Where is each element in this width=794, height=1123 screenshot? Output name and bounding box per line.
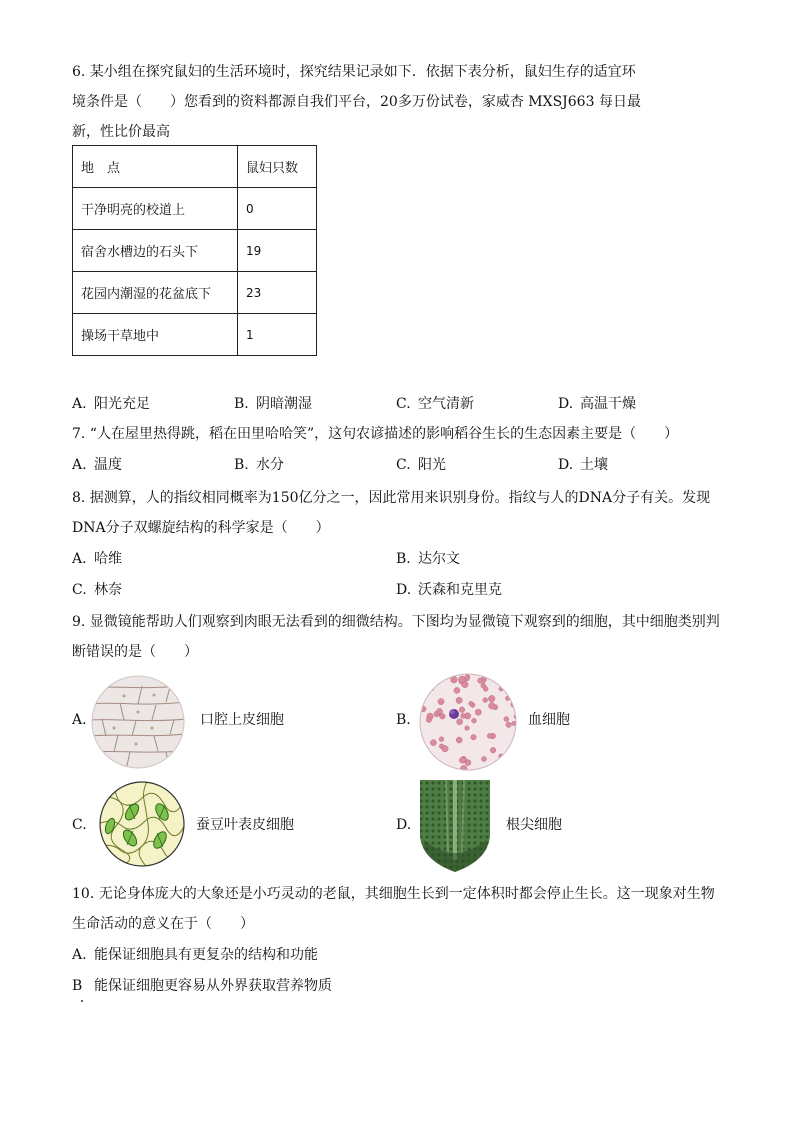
red-blood-cell [461,765,468,772]
red-blood-cell [456,697,462,703]
red-blood-cell [459,757,465,763]
table-cell-count: 23 [238,272,317,314]
red-blood-cell [437,708,443,714]
option-label: A. [72,396,87,412]
option-label: A. [72,457,87,473]
woodlouse-table [72,145,317,356]
red-blood-cell [456,737,462,743]
red-blood-cell [430,740,436,746]
q9-option-c-label[interactable]: C. [72,817,87,833]
option-text: 温度 [94,457,122,473]
table-row [73,314,317,356]
red-blood-cell [469,701,473,705]
option-label: D. [558,457,574,473]
table-header-row [73,146,317,188]
q10-stem-line1: 10. 无论身体庞大的大象还是小巧灵动的老鼠，其细胞生长到一定体积时都会停止生长。这一现象对生物 [72,886,715,902]
red-blood-cell [475,709,481,715]
q8-option-a[interactable] [72,549,122,569]
red-blood-cell [483,687,488,692]
red-blood-cell [506,722,511,727]
q8-option-c[interactable] [72,580,122,600]
red-blood-cell [504,717,509,722]
q10-option-b[interactable] [72,976,332,996]
red-blood-cell [457,719,463,725]
option-text: 土壤 [580,457,608,473]
red-blood-cell [439,737,444,742]
option-label: A. [72,947,87,963]
q6-stem-line3: 新，性比价最高 [72,124,170,140]
q9-option-d-caption: 根尖细胞 [506,817,562,833]
q9-option-c-caption: 蚕豆叶表皮细胞 [196,817,294,833]
option-text: 水分 [256,457,284,473]
q9-stem-line2: 断错误的是（ ） [72,644,198,660]
q9-option-b-caption: 血细胞 [528,712,570,728]
q7-option-c[interactable] [396,455,446,475]
option-text: 高温干燥 [580,396,636,412]
q9-stem-line1: 9. 显微镜能帮助人们观察到肉眼无法看到的细微结构。下图均为显微镜下观察到的细胞，其中细胞类别判 [72,614,720,630]
option-text: 阳光 [418,457,446,473]
root-tip-micrograph [418,780,492,872]
red-blood-cell [459,707,465,713]
red-blood-cell [465,726,470,731]
option-label: D. [396,582,412,598]
red-blood-cell [454,687,460,693]
table-row [73,272,317,314]
q6-option-b[interactable] [234,394,312,414]
red-blood-cell [483,698,488,703]
blood-cell-micrograph [418,672,518,772]
option-label: C. [396,457,411,473]
red-blood-cell [423,757,429,763]
q8-stem-line2: DNA分子双螺旋结构的科学家是（ ） [72,520,330,536]
red-blood-cell [512,762,518,768]
q9-option-d-label[interactable]: D. [396,817,412,833]
table-row [73,230,317,272]
table-cell-count: 0 [238,188,317,230]
red-blood-cell [420,763,427,770]
option-label: B. [396,551,411,567]
q8-option-d[interactable] [396,580,502,600]
q10-option-a[interactable] [72,945,318,965]
red-blood-cell [515,736,518,741]
q7-option-a[interactable] [72,455,122,475]
red-blood-cell [487,733,492,738]
option-text: 阳光充足 [94,396,150,412]
q7-option-d[interactable] [558,455,608,475]
red-blood-cell [465,760,471,766]
header-count: 鼠妇只数 [238,146,317,188]
option-text: 林奈 [94,582,122,598]
red-blood-cell [489,703,496,710]
red-blood-cell [438,699,444,705]
option-text: 空气清新 [418,396,474,412]
table-cell-location: 宿舍水槽边的石头下 [73,230,238,272]
table-cell-location: 干净明亮的校道上 [73,188,238,230]
table-cell-location: 操场干草地中 [73,314,238,356]
option-text: 能保证细胞更容易从外界获取营养物质 [94,978,332,994]
option-label: B. [234,457,249,473]
q6-option-d[interactable] [558,394,636,414]
q9-option-b-label[interactable]: B. [396,712,411,728]
red-blood-cell [442,746,448,752]
q10-stem-line2: 生命活动的意义在于（ ） [72,916,254,932]
option-text: 达尔文 [418,551,460,567]
red-blood-cell [488,695,495,702]
q8-stem-line1: 8. 据测算，人的指纹相同概率为150亿分之一，因此常用来识别身份。指纹与人的DNA分子有关。发现 [72,490,711,506]
option-text: 阴暗潮湿 [256,396,312,412]
red-blood-cell [471,735,476,740]
red-blood-cell [424,762,429,767]
option-label: B. [234,396,249,412]
table-cell-count: 19 [238,230,317,272]
q7-option-b[interactable] [234,455,284,475]
q9-option-a-label[interactable]: A. [72,712,87,728]
q6-stem-line1: 6. 某小组在探究鼠妇的生活环境时，探究结果记录如下．依据下表分析，鼠妇生存的适宜环 [72,64,636,80]
option-label: C. [396,396,411,412]
option-text: 哈维 [94,551,122,567]
table-row [73,188,317,230]
option-text: 沃森和克里克 [418,582,502,598]
option-label: B [72,978,83,994]
q6-option-a[interactable] [72,394,150,414]
red-blood-cell [423,672,429,677]
option-label: D. [558,396,574,412]
q6-stem-line2: 境条件是（ ）您看到的资料都源自我们平台，20多万份试卷，家威杏 MXSJ663 每日最 [72,94,641,110]
red-blood-cell [461,713,466,718]
q6-option-c[interactable] [396,394,474,414]
red-blood-cell [427,759,433,765]
header-location: 地 点 [73,146,238,188]
q8-option-b[interactable] [396,549,460,569]
red-blood-cell [426,717,431,722]
red-blood-cell [472,718,477,723]
option-text: 能保证细胞具有更复杂的结构和功能 [94,947,318,963]
q9-option-a-caption: 口腔上皮细胞 [200,712,284,728]
red-blood-cell [478,678,483,683]
red-blood-cell [418,745,422,750]
red-blood-cell [459,676,466,683]
q7-stem-line1: 7. “人在屋里热得跳，稻在田里哈哈笑”，这句农谚描述的影响稻谷生长的生态因素主要是（ ） [72,426,679,442]
red-blood-cell [490,747,496,753]
option-label: C. [72,582,87,598]
red-blood-cell [424,676,429,681]
option-label: A. [72,551,87,567]
stray-dot [81,1000,83,1002]
red-blood-cell [482,757,487,762]
table-cell-location: 花园内潮湿的花盆底下 [73,272,238,314]
leaf-epidermis-illustration [98,780,186,868]
onion-epidermis-micrograph [90,674,186,770]
table-cell-count: 1 [238,314,317,356]
